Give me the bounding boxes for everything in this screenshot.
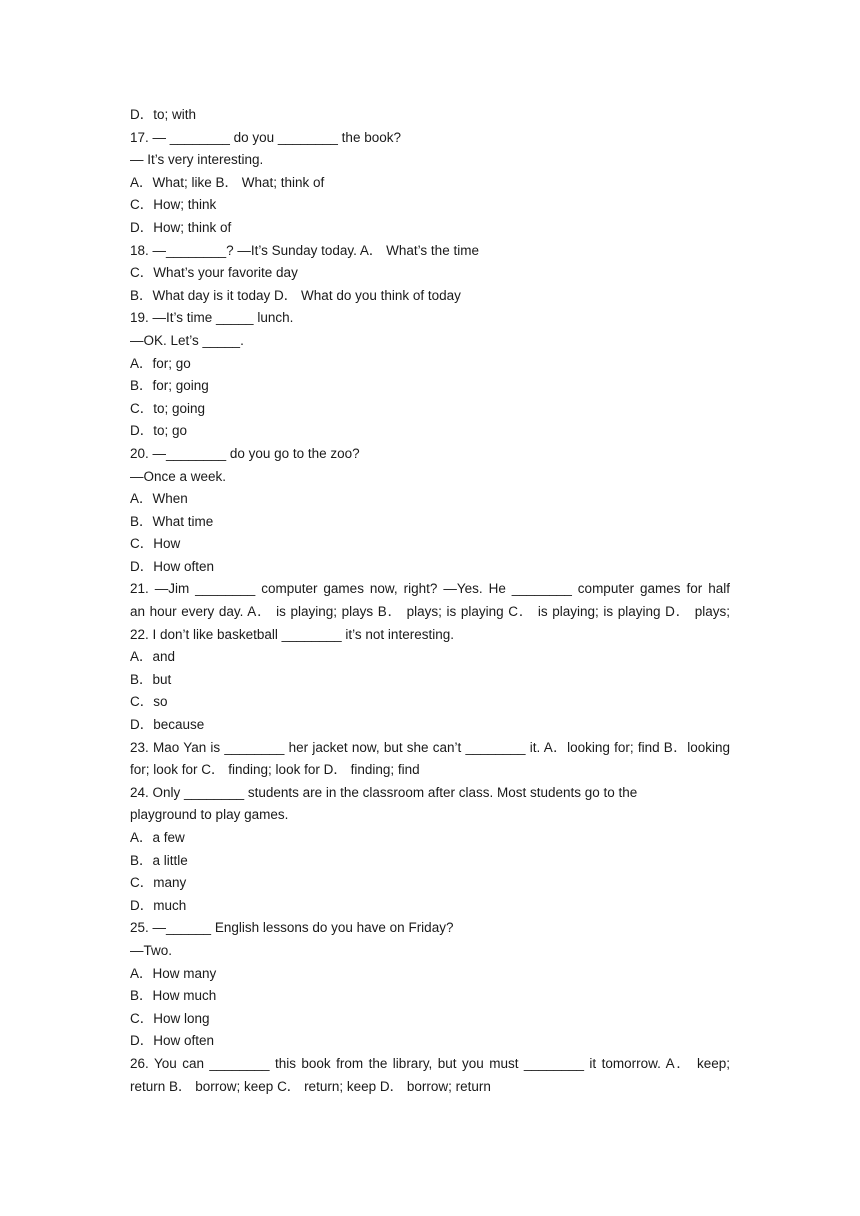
question-23-line-1: 23. Mao Yan is ________ her jacket now, but she can’t ________ it. A．looking for; find B．looking bbox=[130, 739, 730, 755]
option-25b: B．How much bbox=[130, 988, 217, 1004]
question-25: 25. —______ English lessons do you have on Friday? bbox=[130, 920, 454, 936]
question-24-line-1: 24. Only ________ students are in the classroom after class. Most students go to the bbox=[130, 784, 638, 800]
question-20: 20. —________ do you go to the zoo? bbox=[130, 445, 360, 461]
option-20b: B．What time bbox=[130, 513, 214, 529]
option-20c: C．How bbox=[130, 536, 181, 552]
option-24a: A．a few bbox=[130, 830, 185, 845]
question-21-line-2: an hour every day. A． is playing; plays B． plays; is playing C． is playing; is playing D． plays; bbox=[130, 604, 730, 620]
question-24-line-2: playground to play games. bbox=[130, 807, 289, 823]
document-page bbox=[130, 104, 730, 1098]
option-25a: A．How many bbox=[130, 965, 217, 981]
option-17c: C．How; think bbox=[130, 197, 217, 213]
option-24d: D．much bbox=[130, 897, 187, 913]
option-19c: C．to; going bbox=[130, 400, 206, 416]
option-22d: D．because bbox=[130, 717, 205, 733]
options-17ab: A．What; like B． What; think of bbox=[130, 174, 325, 190]
option-18c: C．What’s your favorite day bbox=[130, 265, 298, 281]
options-18bd: B．What day is it today D． What do you think of today bbox=[130, 287, 461, 303]
option-20d: D．How often bbox=[130, 558, 215, 574]
option-24b: B．a little bbox=[130, 852, 188, 868]
option-25d: D．How often bbox=[130, 1033, 215, 1049]
question-19-reply: —OK. Let’s _____. bbox=[130, 332, 244, 348]
option-20a: A．When bbox=[130, 491, 188, 507]
question-21-line-1: 21. —Jim ________ computer games now, right? —Yes. He ________ computer games for half bbox=[130, 581, 730, 597]
question-20-reply: —Once a week. bbox=[130, 468, 227, 484]
question-18: 18. —________? —It’s Sunday today. A． What’s the time bbox=[130, 242, 479, 258]
option-22b: B．but bbox=[130, 671, 172, 687]
question-17: 17. — ________ do you ________ the book? bbox=[130, 129, 401, 145]
question-25-reply: —Two. bbox=[130, 942, 173, 958]
option-16d: D．to; with bbox=[130, 107, 197, 122]
option-24c: C．many bbox=[130, 875, 187, 891]
option-17d: D．How; think of bbox=[130, 219, 232, 235]
option-22c: C．so bbox=[130, 694, 168, 710]
option-19b: B．for; going bbox=[130, 378, 209, 394]
option-19d: D．to; go bbox=[130, 423, 188, 439]
question-22: 22. I don’t like basketball ________ it’s not interesting. bbox=[130, 626, 454, 642]
question-26-line-2: return B． borrow; keep C． return; keep D． borrow; return bbox=[130, 1078, 491, 1094]
option-19a: A．for; go bbox=[130, 355, 191, 371]
option-22a: A．and bbox=[130, 649, 176, 665]
question-19: 19. —It’s time _____ lunch. bbox=[130, 310, 294, 326]
option-25c: C．How long bbox=[130, 1010, 210, 1026]
question-23-line-2: for; look for C． finding; look for D． finding; find bbox=[130, 762, 420, 778]
question-26-line-1: 26. You can ________ this book from the library, but you must ________ it tomorrow. A． keep; bbox=[130, 1055, 730, 1071]
question-17-reply: — It’s very interesting. bbox=[130, 152, 264, 168]
